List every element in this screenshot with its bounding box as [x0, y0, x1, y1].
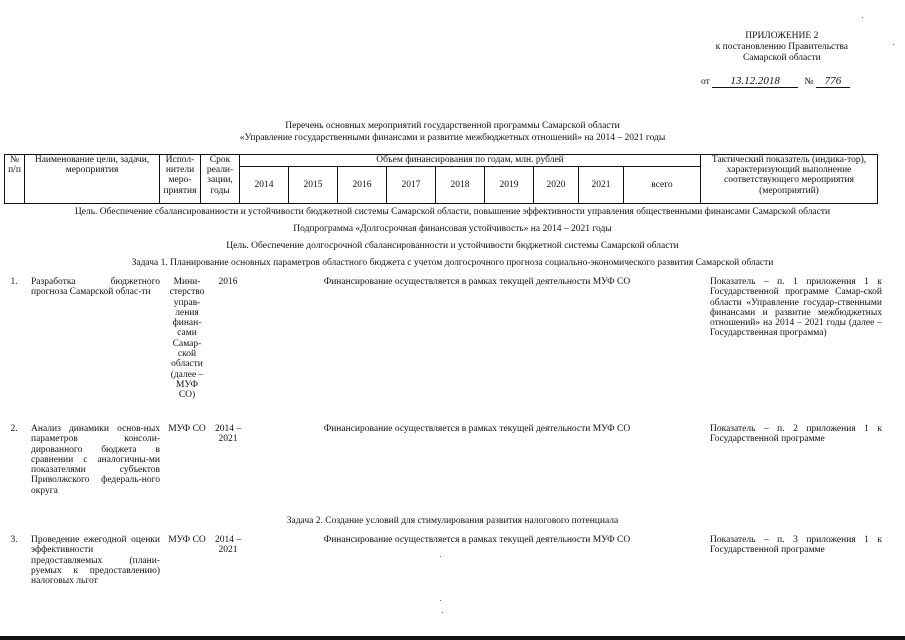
header-year: 2016	[338, 167, 387, 204]
title-line: «Управление государственными финансами и развитие межбюджетных отношений» на 2014 – 2021 годы	[239, 133, 666, 143]
scan-speck	[893, 44, 894, 45]
row-indicator: Показатель – п. 1 приложения 1 к Государственной программе Самар-ской области «Управление государ-ственными финансами и развитие межбюджетных отношений» на 2014 – 2021 годы (далее – Государственная программа)	[710, 277, 882, 339]
goal-sub: Цель. Обеспечение долгосрочной сбалансированности и устойчивости бюджетной системы Самарской области	[226, 241, 679, 251]
header-name: Наименование цели, задачи, мероприятия	[25, 155, 160, 204]
row-funding: Финансирование осуществляется в рамках текущей деятельности МУФ СО	[323, 535, 631, 545]
scan-speck	[440, 600, 441, 601]
task-2: Задача 2. Создание условий для стимулирования развития налогового потенциала	[286, 516, 619, 526]
scan-speck	[862, 17, 863, 18]
header-year: 2015	[289, 167, 338, 204]
scan-speck	[442, 612, 443, 613]
row-executor: Мини-стерство управ-ления финан-сами Самар-ской области (далее – МУФ СО)	[169, 277, 205, 401]
row-name: Разработка бюджетного прогноза Самарской облас-ти	[31, 277, 160, 298]
row-num: 3.	[10, 535, 18, 545]
document-title	[0, 120, 905, 144]
date-prefix: от	[701, 77, 710, 87]
row-term: 2014 – 2021	[214, 535, 242, 556]
header-year: 2017	[387, 167, 436, 204]
header-term: Срок реали-зации, годы	[201, 155, 240, 204]
row-num: 2.	[10, 424, 18, 434]
goal-main: Цель. Обеспечение сбалансированности и устойчивости бюджетной системы Самарской области, повышение эффективности управления общественными финансами Самарской области	[74, 207, 831, 217]
title-line: Перечень основных мероприятий государственной программы Самарской области	[285, 121, 620, 131]
row-name: Проведение ежегодной оценки эффективности предоставляемых (плани-руемых к предоставлению) налоговых льгот	[31, 535, 160, 587]
row-indicator: Показатель – п. 3 приложения 1 к Государственной программе	[710, 535, 882, 556]
header-year: 2014	[240, 167, 289, 204]
row-funding: Финансирование осуществляется в рамках текущей деятельности МУФ СО	[323, 424, 631, 434]
row-num: 1.	[10, 277, 18, 287]
appendix-line: к постановлению Правительства	[715, 42, 848, 52]
appendix-line: Самарской области	[742, 53, 821, 63]
header-year: 2018	[436, 167, 485, 204]
header-total: всего	[624, 167, 701, 204]
task-1: Задача 1. Планирование основных параметров областного бюджета с учетом долгосрочного прогноза социально-экономического развития Самарской области	[131, 258, 774, 268]
handwritten-number: 776	[816, 75, 850, 88]
number-prefix: №	[804, 77, 814, 87]
header-funding: Объем финансирования по годам, млн. рублей	[240, 155, 701, 167]
row-name: Анализ динамики основ-ных параметров консоли-дированного бюджета в сравнении с аналогичны-ми показателями субъектов Приволжского федераль-ного округа	[31, 424, 160, 496]
row-term: 2014 – 2021	[214, 424, 242, 445]
header-executor: Испол-нители меро-приятия	[160, 155, 201, 204]
header-year: 2020	[534, 167, 579, 204]
document-date-number	[701, 75, 850, 88]
row-indicator: Показатель – п. 2 приложения 1 к Государственной программе	[710, 424, 882, 445]
header-num: № п/п	[5, 155, 25, 204]
header-year: 2021	[579, 167, 624, 204]
scan-speck	[440, 556, 441, 557]
appendix-title: ПРИЛОЖЕНИЕ 2	[745, 31, 819, 41]
scan-edge	[0, 636, 905, 640]
subprogram-title: Подпрограмма «Долгосрочная финансовая устойчивость» на 2014 – 2021 годы	[293, 224, 612, 234]
row-funding: Финансирование осуществляется в рамках текущей деятельности МУФ СО	[323, 277, 631, 287]
table-header	[4, 154, 878, 204]
row-term: 2016	[218, 277, 238, 287]
appendix-block	[716, 31, 848, 64]
handwritten-date: 13.12.2018	[712, 75, 798, 88]
row-executor: МУФ СО	[168, 424, 206, 434]
header-indicator: Тактический показатель (индика-тор), характеризующий выполнение соответствующего мероприятия (мероприятий)	[701, 155, 878, 204]
row-executor: МУФ СО	[168, 535, 206, 545]
header-year: 2019	[485, 167, 534, 204]
